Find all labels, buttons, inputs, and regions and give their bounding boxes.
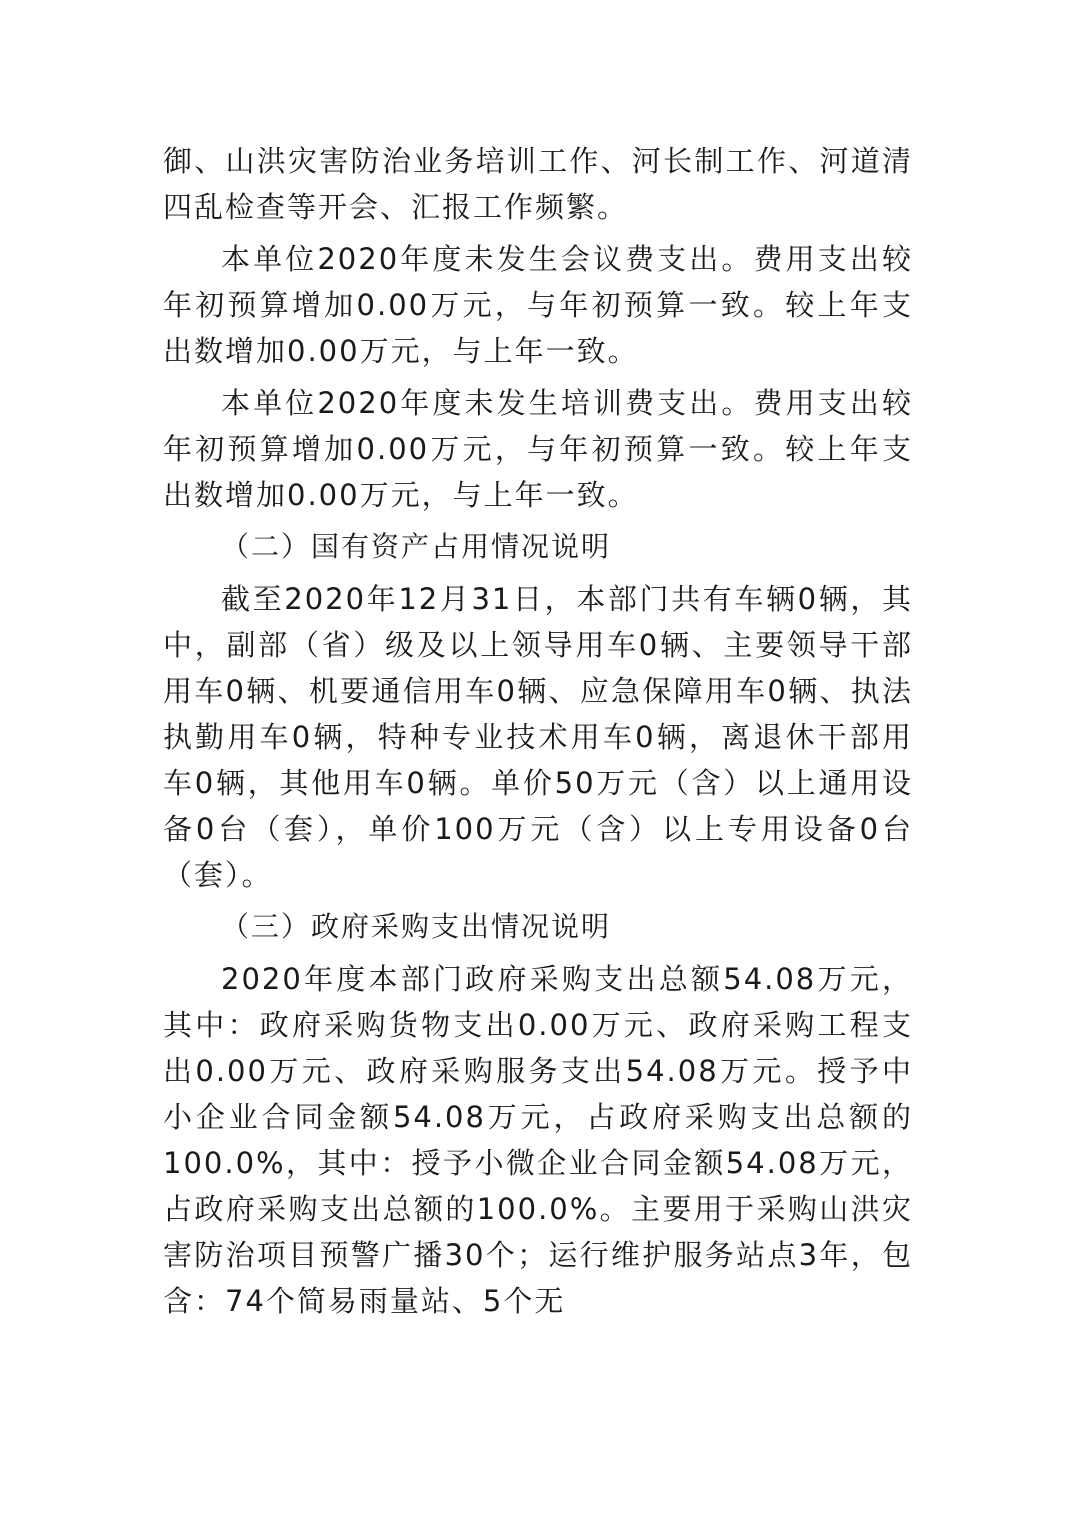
paragraph-procurement: 2020年度本部门政府采购支出总额54.08万元，其中：政府采购货物支出0.00万元、政府采购工程支出0.00万元、政府采购服务支出54.08万元。授予中小企业合同金额54.08万元，占政府采购支出总额的100.0%，其中：授予小微企业合同金额54.08万元，占政府采购支出总额的100.0%。主要用于采购山洪灾害防治项目预警广播30个；运行维护服务站点3年，包含：74个简易雨量站、5个无 <box>163 962 913 1318</box>
paragraph-continuation: 御、山洪灾害防治业务培训工作、河长制工作、河道清四乱检查等开会、汇报工作频繁。 <box>163 144 913 224</box>
document-body <box>163 138 913 1330</box>
paragraph-state-assets: 截至2020年12月31日，本部门共有车辆0辆，其中，副部（省）级及以上领导用车0辆、主要领导干部用车0辆、机要通信用车0辆、应急保障用车0辆、执法执勤用车0辆，特种专业技术用车0辆，离退休干部用车0辆，其他用车0辆。单价50万元（含）以上通用设备0台（套），单价100万元（含）以上专用设备0台（套）。 <box>163 582 913 892</box>
section-heading-procurement: （三）政府采购支出情况说明 <box>221 910 612 943</box>
paragraph-training-expense: 本单位2020年度未发生培训费支出。费用支出较年初预算增加0.00万元，与年初预算一致。较上年支出数增加0.00万元，与上年一致。 <box>163 386 913 512</box>
section-heading-state-assets: （二）国有资产占用情况说明 <box>221 530 612 563</box>
paragraph-meeting-expense: 本单位2020年度未发生会议费支出。费用支出较年初预算增加0.00万元，与年初预算一致。较上年支出数增加0.00万元，与上年一致。 <box>163 242 913 368</box>
